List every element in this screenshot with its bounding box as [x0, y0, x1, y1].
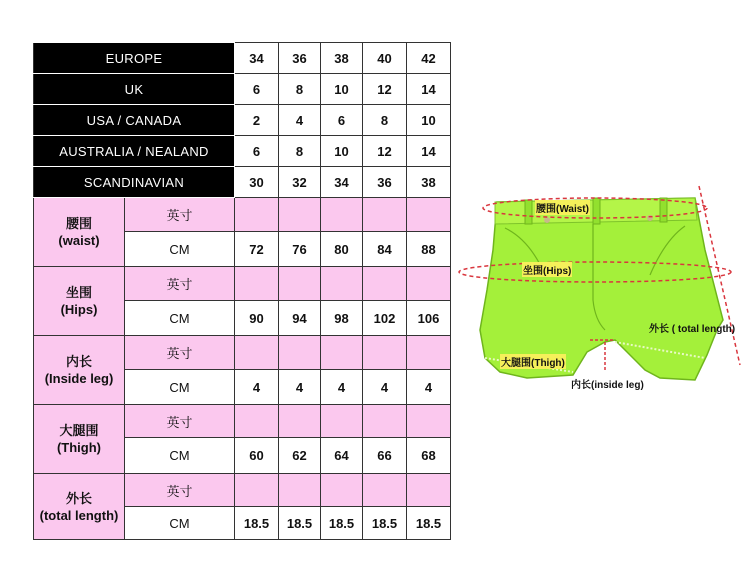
measure-name-en: (total length) — [39, 507, 119, 523]
inch-cell — [407, 405, 451, 438]
cm-cell: 18.5 — [235, 507, 279, 540]
measure-label-thigh — [34, 405, 125, 474]
size-cell: 38 — [407, 167, 451, 198]
inch-cell — [363, 474, 407, 507]
inch-cell — [235, 198, 279, 232]
inch-cell — [279, 405, 321, 438]
inch-cell — [321, 474, 363, 507]
size-chart-table — [33, 42, 451, 540]
measure-label-total-length — [34, 474, 125, 540]
measure-name-en: (waist) — [58, 233, 100, 248]
measure-name-cn: 外长 — [65, 490, 92, 506]
size-cell: 4 — [279, 105, 321, 136]
inch-cell — [321, 198, 363, 232]
inch-cell — [235, 336, 279, 370]
size-cell: 32 — [279, 167, 321, 198]
measure-name-cn: 大腿围 — [59, 423, 99, 438]
cm-cell: 84 — [363, 232, 407, 267]
size-cell: 8 — [279, 136, 321, 167]
unit-cm: CM — [125, 507, 235, 540]
cm-cell: 4 — [235, 370, 279, 405]
cm-cell: 4 — [321, 370, 363, 405]
cm-cell: 4 — [363, 370, 407, 405]
size-cell: 10 — [321, 136, 363, 167]
region-label: AUSTRALIA / NEALAND — [34, 136, 235, 167]
cm-cell: 106 — [407, 301, 451, 336]
inch-cell — [279, 267, 321, 301]
inch-cell — [363, 267, 407, 301]
measure-name-en: (Hips) — [60, 302, 98, 317]
inch-cell — [279, 198, 321, 232]
cm-cell: 64 — [321, 438, 363, 474]
inch-cell — [407, 198, 451, 232]
cm-cell: 94 — [279, 301, 321, 336]
unit-cm: CM — [125, 438, 235, 474]
unit-inch: 英寸 — [125, 474, 235, 507]
region-label: SCANDINAVIAN — [34, 167, 235, 198]
cm-cell: 18.5 — [279, 507, 321, 540]
cm-cell: 60 — [235, 438, 279, 474]
measure-row-waist-inch — [34, 198, 451, 232]
unit-inch: 英寸 — [125, 336, 235, 370]
cm-cell: 4 — [407, 370, 451, 405]
measure-row-hips-inch — [34, 267, 451, 301]
size-cell: 12 — [363, 136, 407, 167]
region-label: UK — [34, 74, 235, 105]
unit-cm: CM — [125, 370, 235, 405]
cm-cell: 4 — [279, 370, 321, 405]
cm-cell: 68 — [407, 438, 451, 474]
inch-cell — [235, 474, 279, 507]
measure-name-en: (Thigh) — [56, 440, 102, 455]
measure-label-hips — [34, 267, 125, 336]
cm-cell: 102 — [363, 301, 407, 336]
size-cell: 34 — [321, 167, 363, 198]
size-row-scandinavian — [34, 167, 451, 198]
inch-cell — [407, 267, 451, 301]
cm-cell: 90 — [235, 301, 279, 336]
size-cell: 40 — [363, 43, 407, 74]
measure-label-inside-leg — [34, 336, 125, 405]
size-cell: 14 — [407, 74, 451, 105]
measure-name-en: (Inside leg) — [44, 371, 114, 386]
size-cell: 30 — [235, 167, 279, 198]
region-label: EUROPE — [34, 43, 235, 74]
size-row-europe — [34, 43, 451, 74]
cm-cell: 72 — [235, 232, 279, 267]
size-cell: 8 — [363, 105, 407, 136]
inch-cell — [363, 198, 407, 232]
cm-cell: 18.5 — [363, 507, 407, 540]
size-cell: 12 — [363, 74, 407, 105]
measure-row-inside-leg-inch — [34, 336, 451, 370]
size-cell: 8 — [279, 74, 321, 105]
size-row-uk — [34, 74, 451, 105]
inch-cell — [321, 267, 363, 301]
cm-cell: 80 — [321, 232, 363, 267]
unit-cm: CM — [125, 232, 235, 267]
cm-cell: 88 — [407, 232, 451, 267]
inch-cell — [407, 336, 451, 370]
inch-cell — [321, 336, 363, 370]
region-label: USA / CANADA — [34, 105, 235, 136]
size-cell: 38 — [321, 43, 363, 74]
cm-cell: 66 — [363, 438, 407, 474]
size-cell: 6 — [235, 136, 279, 167]
hips-label: 坐围(Hips) — [522, 262, 572, 277]
measure-name-cn: 内长 — [65, 354, 92, 369]
cm-cell: 76 — [279, 232, 321, 267]
unit-inch: 英寸 — [125, 198, 235, 232]
inch-cell — [407, 474, 451, 507]
waist-label: 腰围(Waist) — [535, 200, 590, 215]
measure-name-cn: 坐围 — [65, 285, 92, 300]
measure-label-waist — [34, 198, 125, 267]
measure-row-total-length-inch — [34, 474, 451, 507]
shorts-measurement-diagram — [455, 180, 745, 400]
inch-cell — [235, 405, 279, 438]
measure-name-cn: 腰围 — [65, 216, 92, 231]
unit-cm: CM — [125, 301, 235, 336]
size-cell: 14 — [407, 136, 451, 167]
size-row-usa-canada — [34, 105, 451, 136]
size-cell: 2 — [235, 105, 279, 136]
size-cell: 10 — [321, 74, 363, 105]
measure-row-thigh-inch — [34, 405, 451, 438]
size-row-australia — [34, 136, 451, 167]
inch-cell — [279, 336, 321, 370]
thigh-label: 大腿围(Thigh) — [500, 354, 566, 369]
size-cell: 10 — [407, 105, 451, 136]
inside-leg-label: 内长(inside leg) — [571, 380, 644, 391]
size-cell: 34 — [235, 43, 279, 74]
size-cell: 42 — [407, 43, 451, 74]
inch-cell — [235, 267, 279, 301]
inch-cell — [279, 474, 321, 507]
shorts-illustration — [455, 180, 745, 400]
inch-cell — [363, 405, 407, 438]
cm-cell: 18.5 — [407, 507, 451, 540]
size-cell: 6 — [321, 105, 363, 136]
total-length-label: 外长 ( total length) — [649, 324, 736, 335]
size-cell: 36 — [363, 167, 407, 198]
inch-cell — [321, 405, 363, 438]
unit-inch: 英寸 — [125, 405, 235, 438]
unit-inch: 英寸 — [125, 267, 235, 301]
size-cell: 36 — [279, 43, 321, 74]
cm-cell: 62 — [279, 438, 321, 474]
cm-cell: 18.5 — [321, 507, 363, 540]
inch-cell — [363, 336, 407, 370]
cm-cell: 98 — [321, 301, 363, 336]
size-cell: 6 — [235, 74, 279, 105]
